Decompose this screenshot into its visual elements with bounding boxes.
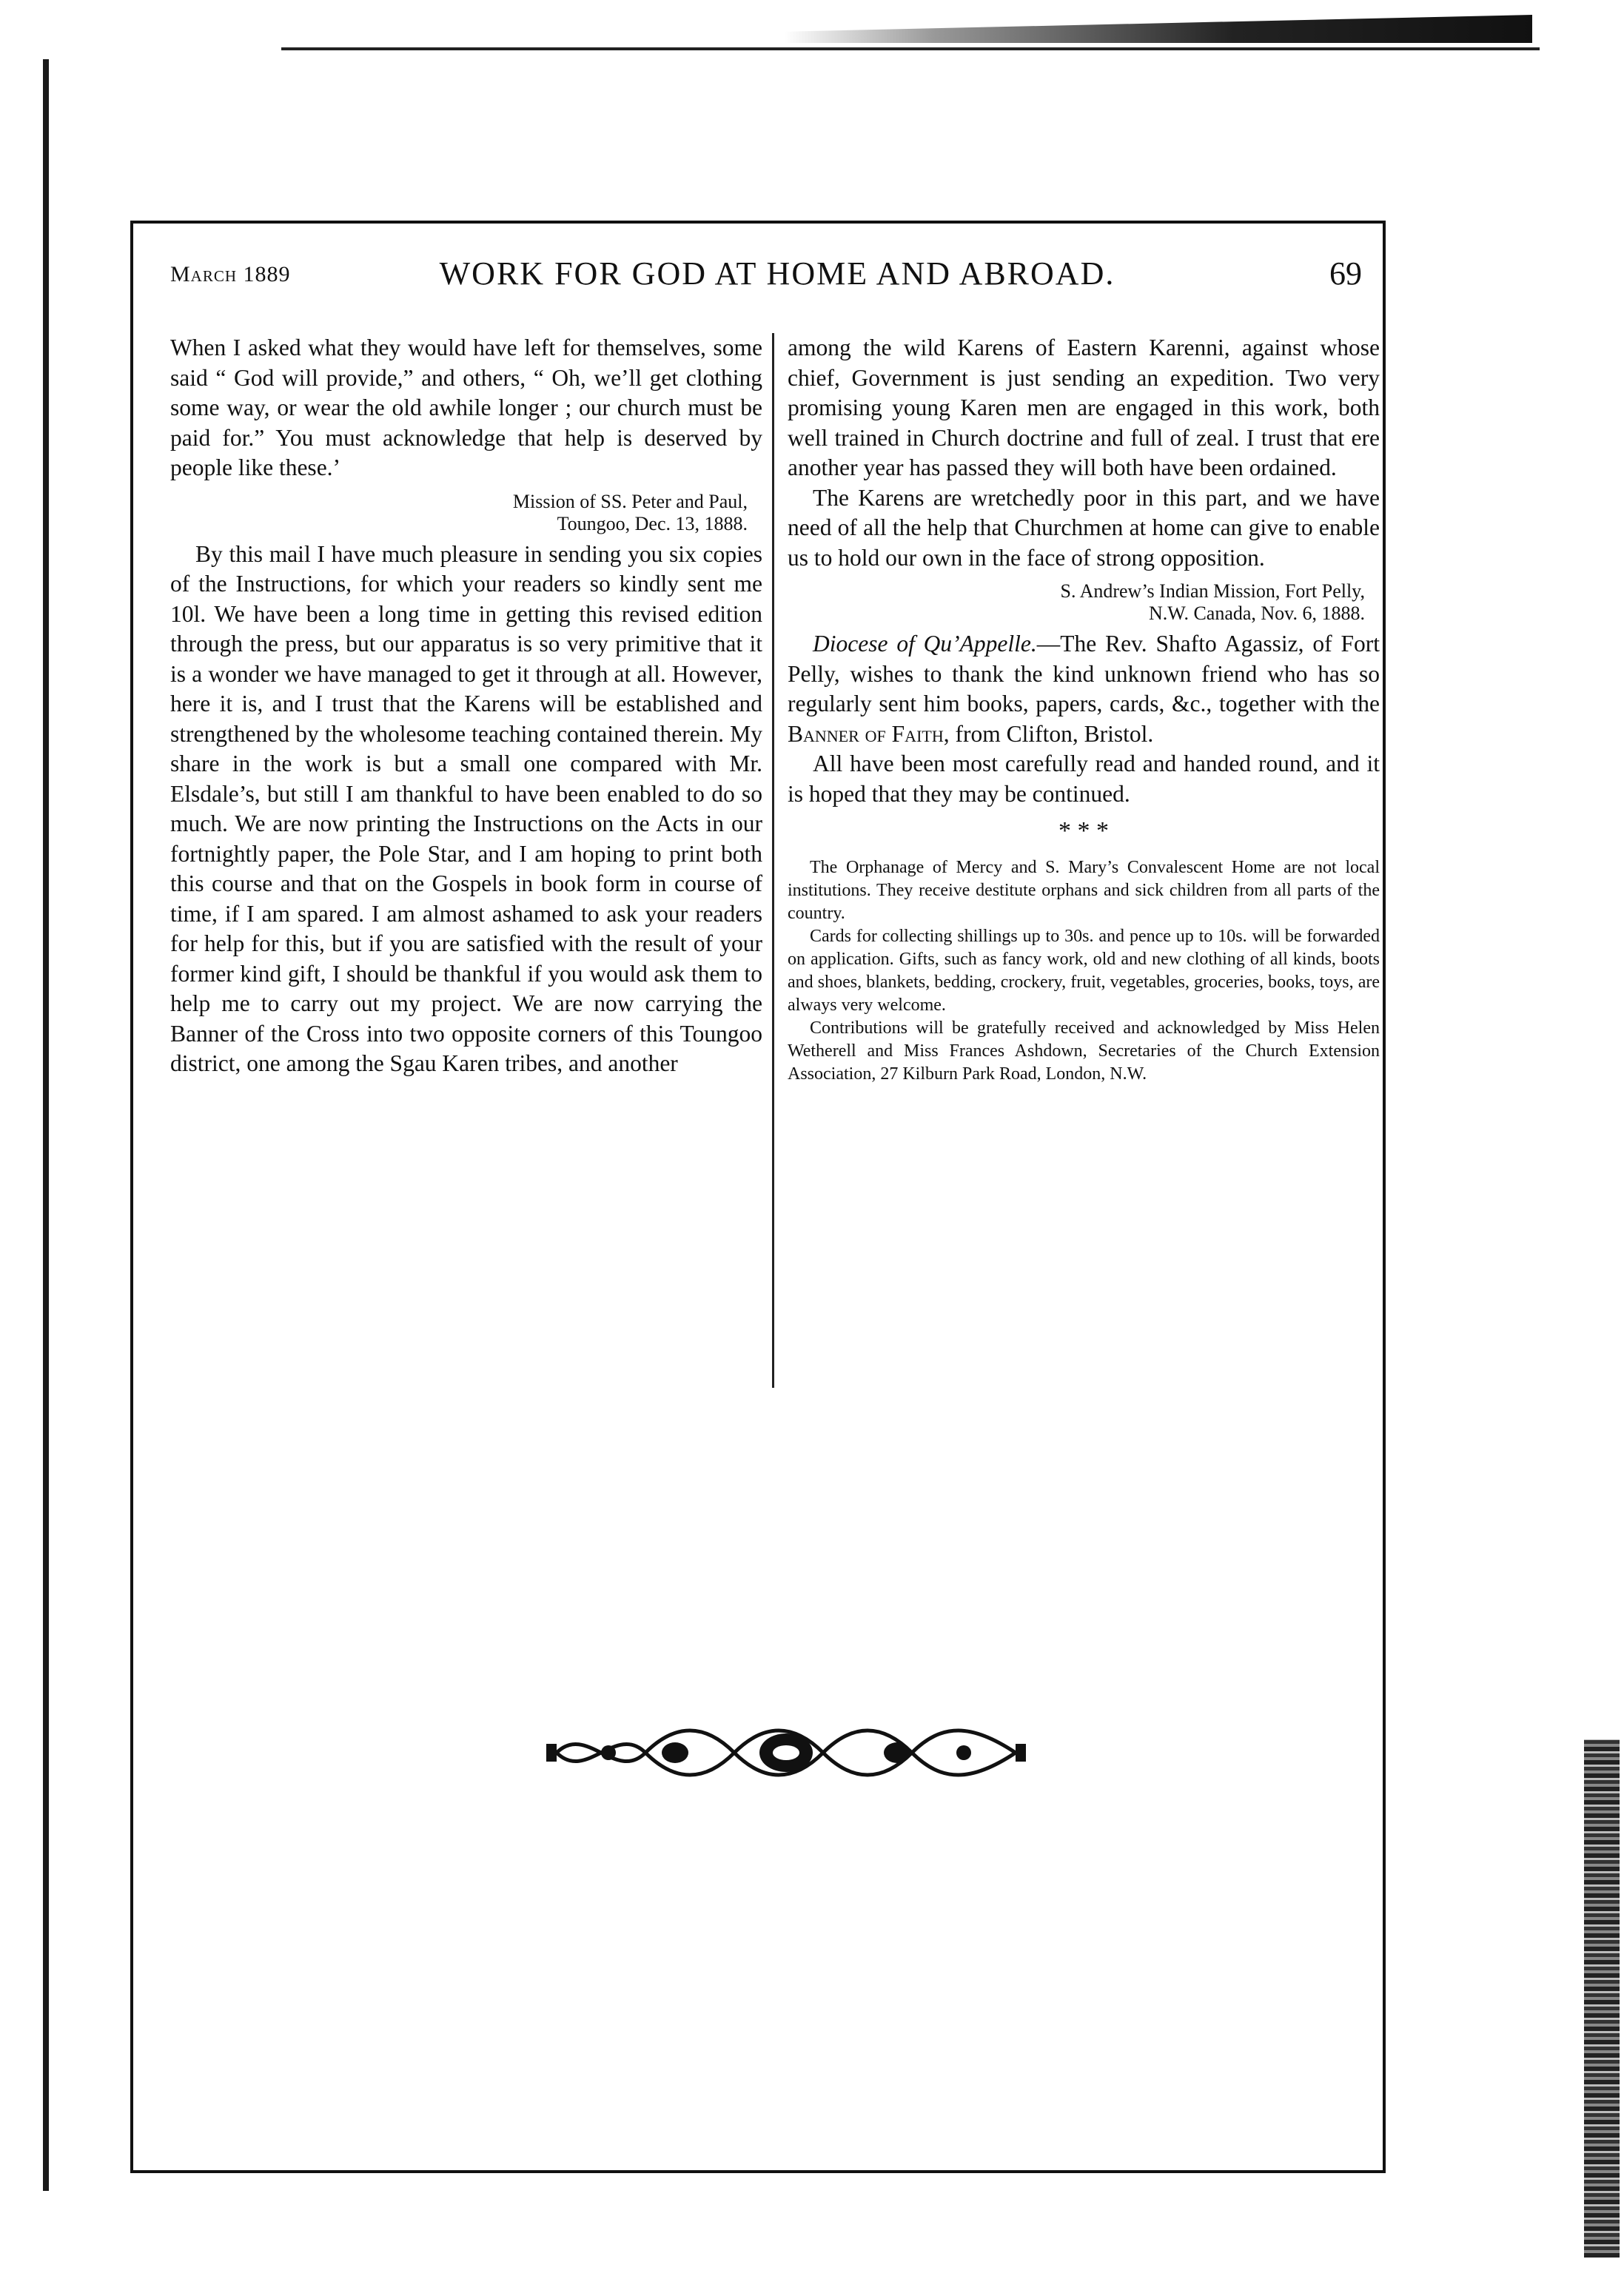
right-column: [788, 333, 1380, 1086]
notice-paragraph: Cards for collecting shillings up to 30s. and pence up to 10s. will be forwarded on application. Gifts, such as fancy work, old and new clothing of all kinds, boots and shoes, blankets, bedding, crockery, fruit, vegetables, groceries, books, toys, are always very welcome.: [788, 927, 1380, 1015]
page-frame-right: [1383, 221, 1386, 2173]
letter-dateline: [788, 580, 1380, 625]
dateline-date: N.W. Canada, Nov. 6, 1888.: [1149, 602, 1365, 624]
scan-edge-left: [43, 59, 49, 2191]
letter-dateline: [170, 491, 762, 535]
page-frame-bottom: [130, 2170, 1386, 2173]
letter-paragraph: among the wild Karens of Eastern Karenni, against whose chief, Government is just sending an expedition. Two very promising young Karen men are engaged in this work, both well trained in Church doctrine and full of zeal. I trust that ere another year has passed they will both have been ordained.: [788, 335, 1380, 480]
magazine-title: WORK FOR GOD AT HOME AND ABROAD.: [439, 255, 1115, 292]
dateline-place: S. Andrew’s Indian Mission, Fort Pelly,: [1060, 580, 1365, 602]
diocese-paragraph: [788, 629, 1380, 749]
scan-artifact-top: [785, 15, 1532, 43]
decorative-ornament-icon: [542, 1716, 1030, 1790]
letter-paragraph: All have been most carefully read and handed round, and it is hoped that they may be continued.: [788, 751, 1380, 807]
scan-edge-right: [1584, 1739, 1620, 2258]
dateline-place: Mission of SS. Peter and Paul,: [512, 490, 748, 512]
issue-date: March 1889: [170, 262, 291, 286]
page-frame-left: [130, 221, 133, 2173]
letter-paragraph: By this mail I have much pleasure in sending you six copies of the Instructions, for which your readers so kindly sent me 10l. We have been a long time in getting this revised edition through the press, but our apparatus is so very primitive that it is a wonder we have managed to get it through at all. However, here it is, and I trust that the Karens will be established and strengthened by the wholesome teaching contained therein. My share in the work is but a small one compared with Mr. Elsdale’s, but still I am thankful to have been enabled to do so much. We are now printing the Instructions on the Acts in our fortnightly paper, the Pole Star, and I am hoping to print both this course and that on the Gospels in book form in course of time, if I am spared. I am almost ashamed to ask your readers for help for this, but if you are satisfied with the result of your former kind gift, I should be thankful if you would ask them to help me to carry out my project. We are now carrying the Banner of the Cross into two opposite corners of this Toungoo district, one among the Sgau Karen tribes, and another: [170, 540, 762, 1076]
notice-block: [788, 856, 1380, 1086]
notice-paragraph: Contributions will be gratefully received and acknowledged by Miss Helen Wetherell and Miss Frances Ashdown, Secretaries of the Church Extension Association, 27 Kilburn Park Road, London, N.W.: [788, 1018, 1380, 1084]
scan-artifact-top-rule: [281, 47, 1540, 50]
asterism: * * *: [1058, 817, 1109, 845]
diocese-text: —The Rev. Shafto Agassiz, of Fort Pelly, wishes to thank the kind unknown friend who has so regularly sent him books, papers, cards, &c., together with the: [788, 631, 1380, 716]
running-head: [170, 255, 1369, 299]
page-number: 69: [1329, 255, 1362, 292]
letter-paragraph: When I asked what they would have left for themselves, some said “ God will provide,” and others, “ Oh, we’ll get clothing some way, or wear the old awhile longer ; our church must be paid for.” You must acknowledge that help is deserved by people like these.’: [170, 335, 762, 480]
diocese-heading: Diocese of Qu’Appelle.: [813, 631, 1037, 657]
left-column: [170, 333, 762, 1079]
notice-paragraph: The Orphanage of Mercy and S. Mary’s Convalescent Home are not local institutions. They receive destitute orphans and sick children from all parts of the country.: [788, 858, 1380, 923]
page-frame-top: [130, 221, 1386, 224]
diocese-text-end: , from Clifton, Bristol.: [943, 720, 1154, 747]
column-divider: [772, 333, 774, 1388]
letter-paragraph: The Karens are wretchedly poor in this part, and we have need of all the help that Churchmen at home can give to enable us to hold our own in the face of strong opposition.: [788, 484, 1380, 571]
dateline-date: Toungoo, Dec. 13, 1888.: [557, 512, 748, 534]
banner-of-faith: Banner of Faith: [788, 720, 944, 747]
